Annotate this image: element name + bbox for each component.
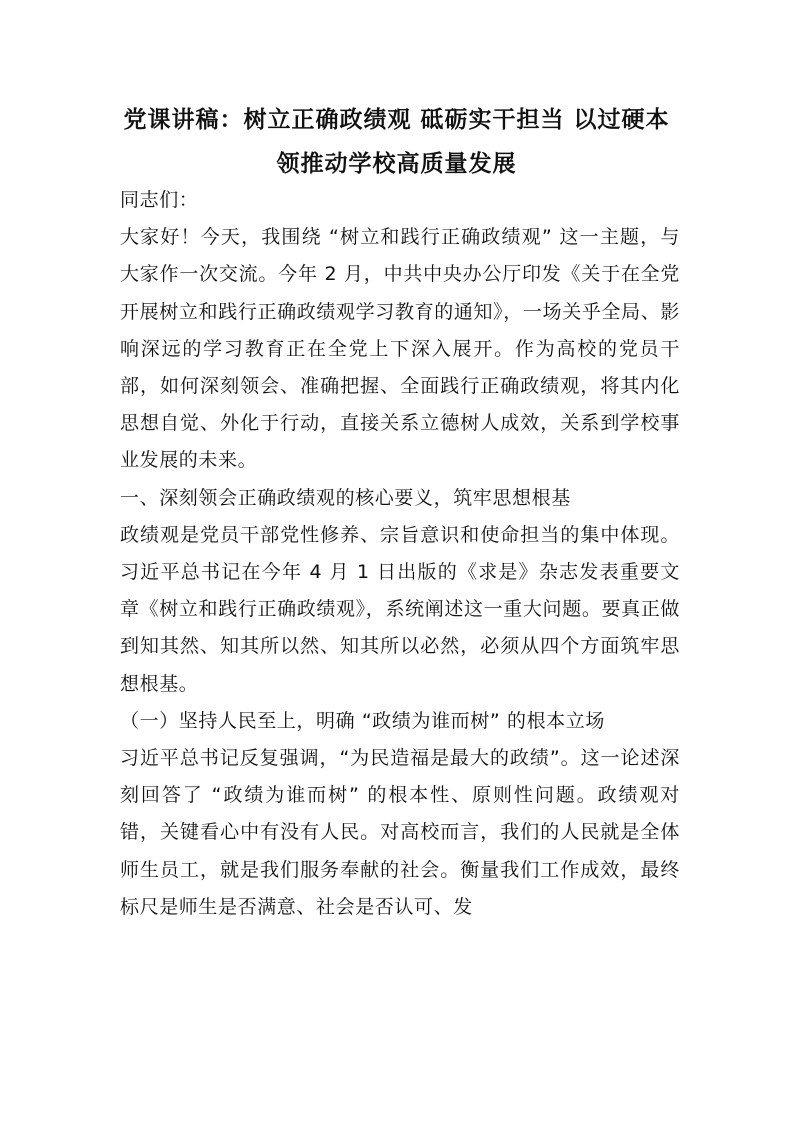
paragraph-intro: 大家好！今天，我围绕 “树立和践行正确政绩观” 这一主题，与大家作一次交流。今年 2 月，中共中央办公厅印发《关于在全党开展树立和践行正确政绩观学习教育的通知》，一场关乎全局、影响深远的学习教育正在全党上下深入展开。作为高校的党员干部，如何深刻领会、准确把握、全面践行正确政绩观，将其内化思想自觉、外化于行动，直接关系立德树人成效，关系到学校事业发展的未来。 bbox=[120, 226, 680, 472]
section-heading-1: 一、深刻领会正确政绩观的核心要义，筑牢思想根基 bbox=[120, 486, 571, 509]
document-title bbox=[110, 98, 683, 186]
document-body bbox=[120, 182, 680, 926]
paragraph-subsection-1: 习近平总书记反复强调，“为民造福是最大的政绩”。这一论述深刻回答了 “政绩为谁而树” 的根本性、原则性问题。政绩观对错，关键看心中有没有人民。对高校而言，我们的人民就是全体师生员工，就是我们服务奉献的社会。衡量我们工作成效，最终标尺是师生是否满意、社会是否认可、发 bbox=[120, 747, 680, 918]
paragraph-section-1: 政绩观是党员干部党性修养、宗旨意识和使命担当的集中体现。习近平总书记在今年 4 月 1 日出版的《求是》杂志发表重要文章《树立和践行正确政绩观》，系统阐述这一重大问题。要真正做到知其然、知其所以然、知其所以必然，必须从四个方面筑牢思想根基。 bbox=[120, 523, 680, 695]
title-line-2: 领推动学校高质量发展 bbox=[276, 151, 517, 177]
title-line-1: 党课讲稿：树立正确政绩观 砥砺实干担当 以过硬本 bbox=[123, 107, 670, 133]
subsection-heading-1: （一）坚持人民至上，明确 “政绩为谁而树” 的根本立场 bbox=[120, 709, 605, 732]
salutation: 同志们： bbox=[120, 189, 199, 211]
